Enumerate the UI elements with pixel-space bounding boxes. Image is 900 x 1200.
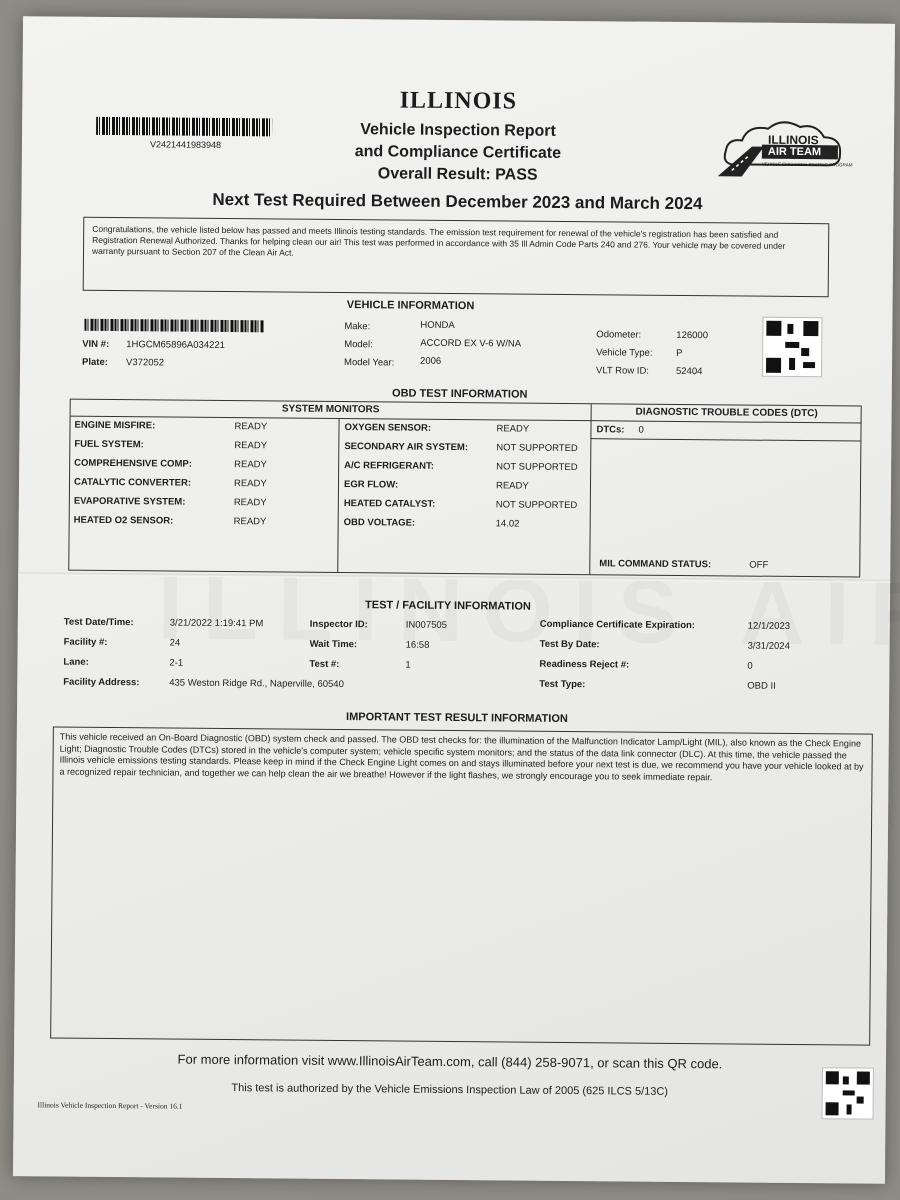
congratulations-box: Congratulations, the vehicle listed below has passed and meets Illinois testing standards. The emission test requirement for renewal of the vehicle's registration has been satisfied and Registration Renewal Authorized. Thanks for helping clean our air! This test was performed in accordance with 35 Ill Admin Code Parts 240 and 276. Your vehicle may be covered under warranty pursuant to Section 207 of the Clean Air Act. <box>83 217 830 298</box>
qr-code-vehicle <box>762 317 823 378</box>
important-info-box: This vehicle received an On-Board Diagnostic (OBD) system check and passed. The OBD test checks for: the illumination of the Malfunction Indicator Lamp/Light (MIL), also known as the Check Engine Light; Diagnostic Trouble Codes (DTCs) stored in the vehicle's computer system; vehicle specific system monitors; and the status of the data link connector (DLC). At this time, the vehicle passed the Illinois vehicle emissions testing standards. Please keep in mind if the Check Engine Light comes on and stays illuminated before your next test is due, we recommend you have your vehicle looked at by a recognized repair technician, and together we can help clean the air we breathe! However if the light flashes, we strongly encourage you to seek immediate repair. <box>50 727 873 1046</box>
monitor-label: OBD VOLTAGE: <box>343 517 416 529</box>
logo-text-bottom: AIR TEAM <box>767 145 822 159</box>
lane-label: Lane: <box>63 656 89 668</box>
monitor-label: COMPREHENSIVE COMP: <box>74 457 192 470</box>
facility-heading: TEST / FACILITY INFORMATION <box>364 599 531 613</box>
vin-label: VIN #: <box>82 338 110 350</box>
logo-tagline: VEHICLE EMISSIONS TESTING PROGRAM <box>761 161 853 168</box>
test-by-date-value: 3/31/2024 <box>747 640 790 652</box>
vehicle-type-label: Vehicle Type: <box>596 347 653 359</box>
mil-status-label: MIL COMMAND STATUS: <box>599 558 712 571</box>
obd-table <box>68 399 861 578</box>
plate-value: V372052 <box>126 357 165 369</box>
inspection-report-sheet <box>13 16 895 1184</box>
test-type-value: OBD II <box>747 680 776 692</box>
monitor-status: READY <box>234 440 268 452</box>
year-label: Model Year: <box>344 357 395 369</box>
authorized-text: This test is authorized by the Vehicle Emissions Inspection Law of 2005 (625 ILCS 5/13C) <box>231 1082 669 1098</box>
vlt-row-label: VLT Row ID: <box>595 365 650 377</box>
readiness-reject-label: Readiness Reject #: <box>539 658 630 671</box>
vin-value: 1HGCM65896A034221 <box>126 339 226 351</box>
monitor-status: NOT SUPPORTED <box>496 461 578 474</box>
monitor-status: NOT SUPPORTED <box>495 499 578 512</box>
report-subtitle: and Compliance Certificate <box>354 143 562 162</box>
dtcs-label: DTCs: <box>596 424 625 436</box>
system-monitors-heading: SYSTEM MONITORS <box>71 400 591 422</box>
dtc-column-divider <box>589 420 591 574</box>
year-value: 2006 <box>420 355 442 367</box>
wait-time-label: Wait Time: <box>309 638 358 651</box>
monitor-label: EGR FLOW: <box>343 479 399 491</box>
vehicle-info-heading: VEHICLE INFORMATION <box>346 299 475 313</box>
barcode-vin <box>84 319 264 333</box>
test-date-value: 3/21/2022 1:19:41 PM <box>169 617 264 630</box>
dtc-heading: DIAGNOSTIC TROUBLE CODES (DTC) <box>591 404 862 423</box>
monitor-column-divider <box>337 418 339 572</box>
monitor-label: CATALYTIC CONVERTER: <box>73 476 192 489</box>
monitor-label: SECONDARY AIR SYSTEM: <box>344 441 469 454</box>
next-test-required: Next Test Required Between December 2023 and March 2024 <box>212 189 703 214</box>
more-info-text: For more information visit www.IllinoisAirTeam.com, call (844) 258-9071, or scan this QR code. <box>177 1051 723 1072</box>
facility-number-value: 24 <box>169 637 181 649</box>
test-type-label: Test Type: <box>539 678 586 691</box>
monitor-label: A/C REFRIGERANT: <box>344 460 434 472</box>
test-number-value: 1 <box>405 659 411 671</box>
monitor-status: READY <box>234 421 268 433</box>
lane-value: 2-1 <box>169 657 184 669</box>
readiness-reject-value: 0 <box>747 660 753 672</box>
barcode-number: V2421441983948 <box>149 139 222 150</box>
monitor-status: READY <box>233 478 267 490</box>
test-number-label: Test #: <box>309 658 340 671</box>
facility-number-label: Facility #: <box>63 636 108 648</box>
cert-expiration-label: Compliance Certificate Expiration: <box>539 618 696 632</box>
odometer-label: Odometer: <box>596 329 642 341</box>
plate-label: Plate: <box>82 356 108 368</box>
state-title: ILLINOIS <box>399 87 518 115</box>
inspector-id-value: IN007505 <box>405 619 448 631</box>
vlt-row-value: 52404 <box>675 365 703 378</box>
model-value: ACCORD EX V-6 W/NA <box>420 337 522 350</box>
mil-status-value: OFF <box>749 559 769 571</box>
monitor-status: READY <box>495 480 529 492</box>
facility-address-value: 435 Weston Ridge Rd., Naperville, 60540 <box>169 677 344 691</box>
test-date-label: Test Date/Time: <box>63 616 134 629</box>
monitor-status: READY <box>233 497 267 509</box>
important-heading: IMPORTANT TEST RESULT INFORMATION <box>346 711 568 725</box>
monitor-status: READY <box>496 423 530 435</box>
model-label: Model: <box>344 339 373 351</box>
logo-text-top: ILLINOIS <box>767 132 819 148</box>
vehicle-type-value: P <box>676 347 683 359</box>
make-value: HONDA <box>420 319 455 331</box>
monitor-status: READY <box>233 516 267 528</box>
monitor-status: 14.02 <box>495 518 520 530</box>
qr-code-footer <box>821 1067 873 1119</box>
odometer-value: 126000 <box>676 329 709 342</box>
make-label: Make: <box>344 321 371 333</box>
monitor-label: HEATED CATALYST: <box>343 498 436 510</box>
overall-result: Overall Result: PASS <box>377 165 538 184</box>
monitor-status: NOT SUPPORTED <box>496 442 578 455</box>
test-by-date-label: Test By Date: <box>539 638 600 651</box>
report-title: Vehicle Inspection Report <box>360 121 556 140</box>
monitor-label: FUEL SYSTEM: <box>74 438 144 451</box>
obd-heading: OBD TEST INFORMATION <box>392 387 528 401</box>
monitor-label: EVAPORATIVE SYSTEM: <box>73 495 186 508</box>
facility-address-label: Facility Address: <box>63 676 140 689</box>
monitor-label: ENGINE MISFIRE: <box>74 419 156 432</box>
dtcs-value: 0 <box>638 424 644 436</box>
wait-time-value: 16:58 <box>405 639 430 651</box>
version-text: Illinois Vehicle Inspection Report - Version 16.1 <box>37 1100 183 1111</box>
inspector-id-label: Inspector ID: <box>309 618 368 631</box>
monitor-label: OXYGEN SENSOR: <box>344 422 432 434</box>
monitor-status: READY <box>234 459 267 471</box>
monitor-label: HEATED O2 SENSOR: <box>73 514 174 527</box>
illinois-air-team-logo <box>712 114 853 179</box>
cert-expiration-value: 12/1/2023 <box>747 620 791 632</box>
